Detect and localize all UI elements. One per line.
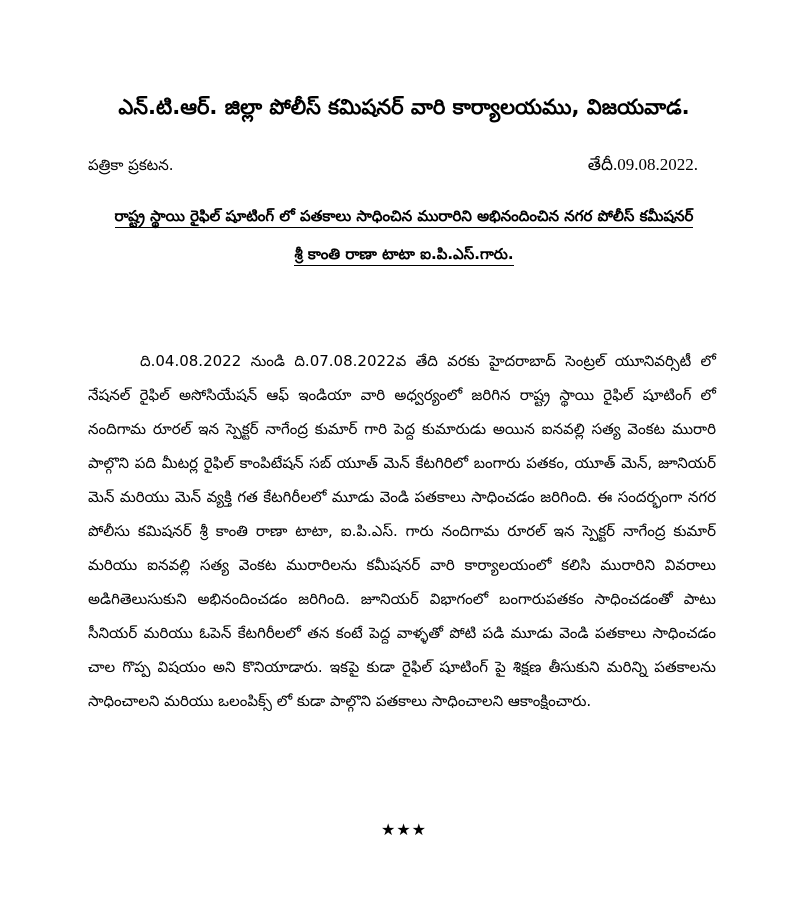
end-mark: ★★★	[380, 820, 428, 839]
headline-line-1	[60, 203, 748, 229]
headline-line-2	[60, 241, 748, 267]
headline-line-1-text: రాష్ట్ర స్థాయి రైఫిల్ షూటింగ్ లో పతకాలు సాధించిన మురారిని అభినందించిన నగర పోలీస్ కమీషనర్	[115, 207, 694, 228]
office-title: ఎన్.టి.ఆర్. జిల్లా పోలీస్ కమిషనర్ వారి కార్యాలయము, విజయవాడ.	[118, 95, 690, 119]
release-date: తేదీ.09.08.2022.	[587, 155, 698, 174]
press-release-label: పత్రికా ప్రకటన.	[88, 156, 174, 174]
headline-line-2-text: శ్రీ కాంతి రాణా టాటా ఐ.పి.ఎస్.గారు.	[294, 245, 513, 266]
body-paragraph: ది.04.08.2022 నుండి ది.07.08.2022వ తేది వరకు హైదరాబాద్ సెంట్రల్ యూనివర్సిటీ లో నేషనల్ రైఫిల్ అసోసియేషన్ ఆఫ్ ఇండియా వారి అధ్వర్యంలో జరిగిన రాష్ట్ర స్థాయి రైఫిల్ షూటింగ్ లో నందిగామ రూరల్ ఇన స్పెక్టర్ నాగేంద్ర కుమార్ గారి పెద్ద కుమారుడు అయిన ఐనవల్లి సత్య వెంకట మురారి పాల్గొని పది మీటర్ల రైఫిల్ కాంపిటేషన్ సబ్ యూత్ మెన్ కేటగిరిలో బంగారు పతకం, యూత్ మెన్, జూనియర్ మెన్ మరియు మెన్ వ్యక్తి గత కేటగిరీలలో మూడు వెండి పతకాలు సాధించడం జరిగింది. ఈ సందర్భంగా నగర పోలీసు కమిషనర్ శ్రీ కాంతి రాణా టాటా, ఐ.పి.ఎస్. గారు నందిగామ రూరల్ ఇన స్పెక్టర్ నాగేంద్ర కుమార్ మరియు ఐనవల్లి సత్య వెంకట మురారిలను కమీషనర్ వారి కార్యాలయంలో కలిసి మురారిని వివరాలు అడిగితెలుసుకుని అభినందించడం జరిగింది. జూనియర్ విభాగంలో బంగారుపతకం సాధించడంతో పాటు సీనియర్ మరియు ఓపెన్ కేటగిరీలలో తన కంటే పెద్ద వాళ్ళతో పోటి పడి మూడు వెండి పతకాలు సాధించడం చాల గొప్ప విషయం అని కొనియాడారు. ఇకపై కుడా రైఫిల్ షూటింగ్ పై శిక్షణ తీసుకుని మరిన్ని పతకాలను సాధించాలని మరియు ఒలంపిక్స్ లో కుడా పాల్గొని పతకాలు సాధించాలని ఆకాంక్షించారు.	[88, 352, 716, 710]
release-header-row	[88, 152, 698, 178]
